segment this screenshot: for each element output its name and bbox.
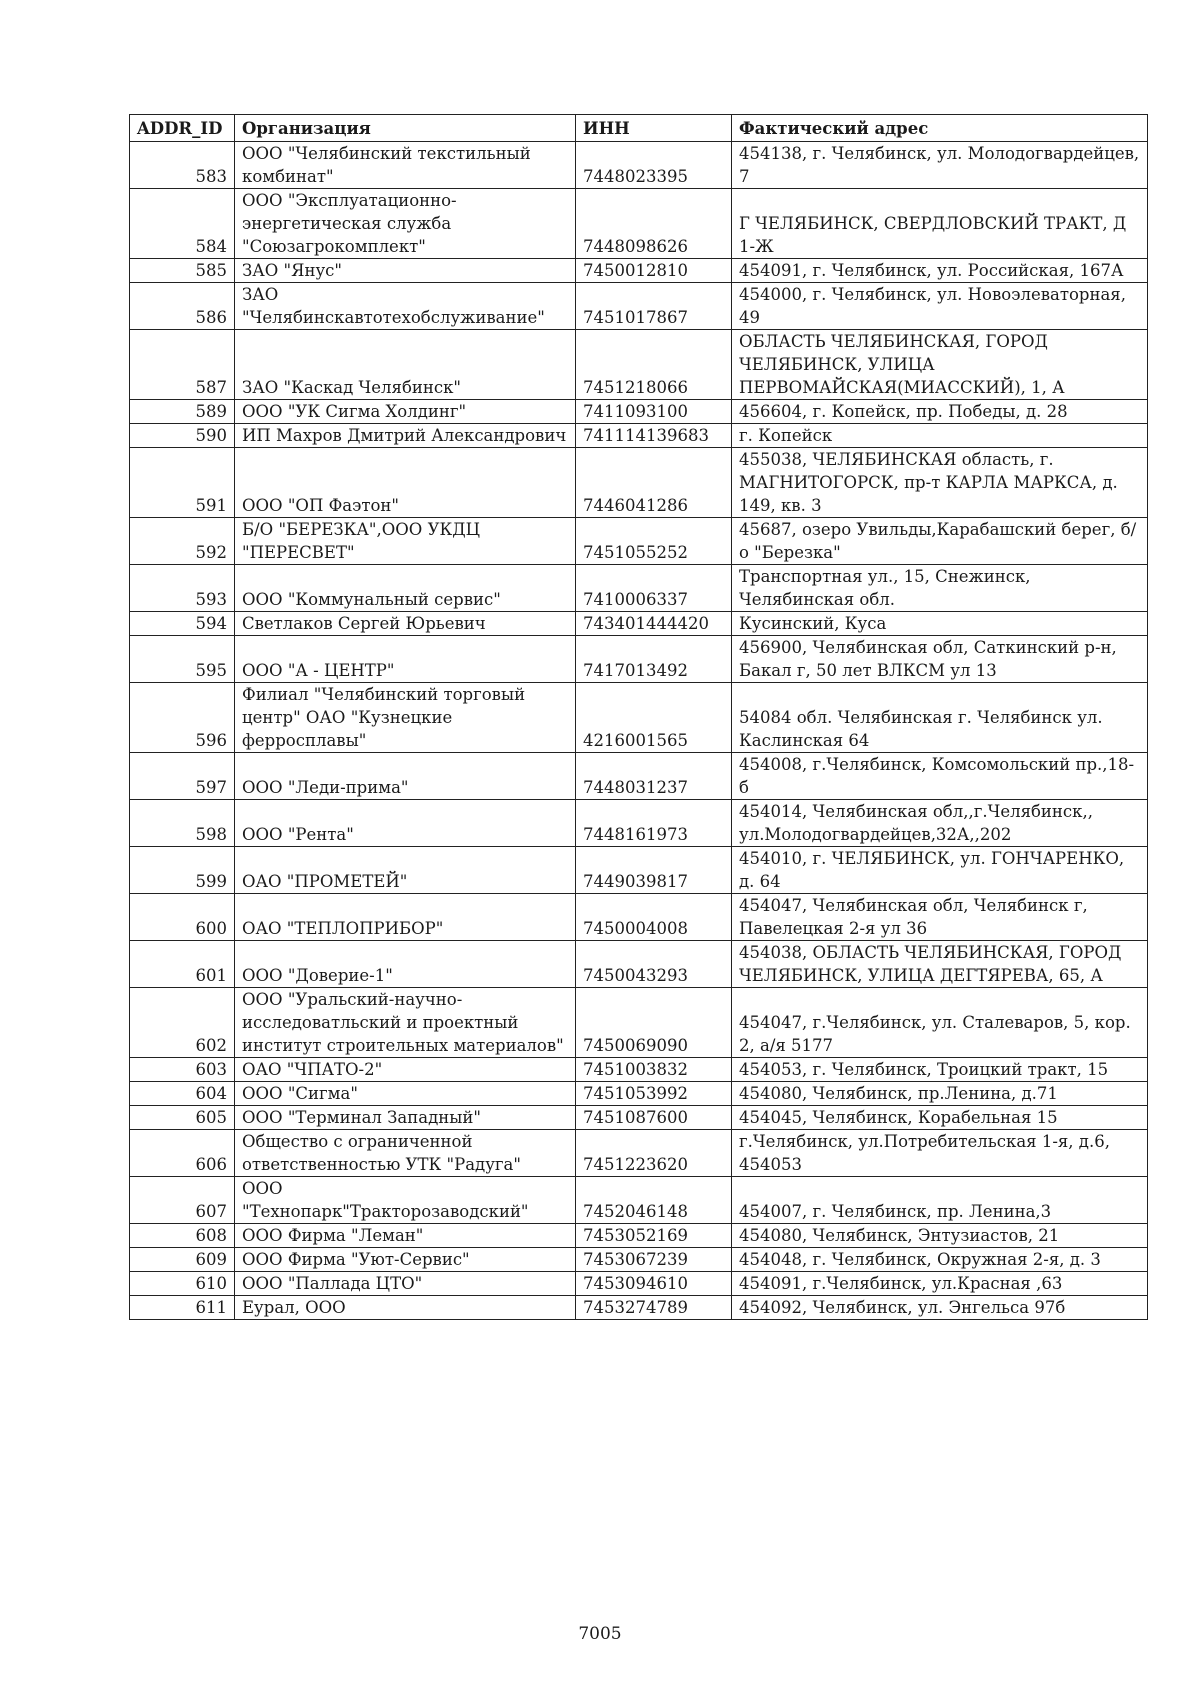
cell-inn: 7452046148: [576, 1177, 732, 1224]
header-addr-id: ADDR_ID: [130, 115, 235, 142]
cell-inn: 7453052169: [576, 1224, 732, 1248]
table-row: [130, 1296, 1148, 1320]
cell-organization: ООО "Технопарк"Тракторозаводский": [235, 1177, 576, 1224]
cell-addr-id: 583: [130, 142, 235, 189]
cell-organization: ЗАО "Челябинскавтотехобслуживание": [235, 283, 576, 330]
cell-inn: 7451087600: [576, 1106, 732, 1130]
cell-organization: ООО Фирма "Уют-Сервис": [235, 1248, 576, 1272]
cell-inn: 7448031237: [576, 753, 732, 800]
cell-inn: 7451053992: [576, 1082, 732, 1106]
cell-addr-id: 605: [130, 1106, 235, 1130]
cell-organization: ООО "Сигма": [235, 1082, 576, 1106]
table-row: [130, 753, 1148, 800]
cell-address: Кусинский, Куса: [732, 612, 1148, 636]
organizations-table: [129, 114, 1148, 1320]
cell-addr-id: 590: [130, 424, 235, 448]
table-row: [130, 612, 1148, 636]
cell-inn: 7449039817: [576, 847, 732, 894]
cell-address: 454045, Челябинск, Корабельная 15: [732, 1106, 1148, 1130]
cell-address: 454048, г. Челябинск, Окружная 2-я, д. 3: [732, 1248, 1148, 1272]
cell-address: 54084 обл. Челябинская г. Челябинск ул. Каслинская 64: [732, 683, 1148, 753]
table-row: [130, 448, 1148, 518]
cell-organization: ОАО "ТЕПЛОПРИБОР": [235, 894, 576, 941]
cell-addr-id: 599: [130, 847, 235, 894]
cell-organization: ООО "Паллада ЦТО": [235, 1272, 576, 1296]
table-row: [130, 847, 1148, 894]
cell-address: 454138, г. Челябинск, ул. Молодогвардейцев, 7: [732, 142, 1148, 189]
table-row: [130, 1082, 1148, 1106]
table-row: [130, 330, 1148, 400]
cell-organization: ООО "Терминал Западный": [235, 1106, 576, 1130]
cell-organization: ООО Фирма "Леман": [235, 1224, 576, 1248]
cell-addr-id: 586: [130, 283, 235, 330]
cell-inn: 7451218066: [576, 330, 732, 400]
cell-organization: ООО "Челябинский текстильный комбинат": [235, 142, 576, 189]
cell-address: 455038, ЧЕЛЯБИНСКАЯ область, г. МАГНИТОГОРСК, пр-т КАРЛА МАРКСА, д. 149, кв. 3: [732, 448, 1148, 518]
table-header: [130, 115, 1148, 142]
cell-address: 454000, г. Челябинск, ул. Новоэлеваторная, 49: [732, 283, 1148, 330]
cell-organization: ОАО "ПРОМЕТЕЙ": [235, 847, 576, 894]
table-row: [130, 636, 1148, 683]
cell-organization: ООО "Эксплуатационно-энергетическая служба "Союзагрокомплект": [235, 189, 576, 259]
header-inn: ИНН: [576, 115, 732, 142]
cell-inn: 7410006337: [576, 565, 732, 612]
cell-inn: 7451223620: [576, 1130, 732, 1177]
cell-addr-id: 608: [130, 1224, 235, 1248]
cell-address: 454014, Челябинская обл,,г.Челябинск,, ул.Молодогвардейцев,32А,,202: [732, 800, 1148, 847]
cell-inn: 4216001565: [576, 683, 732, 753]
cell-organization: ИП Махров Дмитрий Александрович: [235, 424, 576, 448]
cell-address: 454080, Челябинск, Энтузиастов, 21: [732, 1224, 1148, 1248]
cell-addr-id: 584: [130, 189, 235, 259]
cell-organization: ООО "УК Сигма Холдинг": [235, 400, 576, 424]
cell-inn: 7450043293: [576, 941, 732, 988]
cell-inn: 7450004008: [576, 894, 732, 941]
cell-organization: Б/О "БЕРЕЗКА",ООО УКДЦ "ПЕРЕСВЕТ": [235, 518, 576, 565]
cell-address: 45687, озеро Увильды,Карабашский берег, б/о "Березка": [732, 518, 1148, 565]
table-row: [130, 1177, 1148, 1224]
table-row: [130, 400, 1148, 424]
cell-addr-id: 594: [130, 612, 235, 636]
cell-addr-id: 611: [130, 1296, 235, 1320]
cell-address: 454091, г.Челябинск, ул.Красная ,63: [732, 1272, 1148, 1296]
cell-address: 454038, ОБЛАСТЬ ЧЕЛЯБИНСКАЯ, ГОРОД ЧЕЛЯБИНСК, УЛИЦА ДЕГТЯРЕВА, 65, А: [732, 941, 1148, 988]
cell-organization: ООО "Коммунальный сервис": [235, 565, 576, 612]
cell-addr-id: 601: [130, 941, 235, 988]
cell-address: 456900, Челябинская обл, Саткинский р-н, Бакал г, 50 лет ВЛКСМ ул 13: [732, 636, 1148, 683]
cell-addr-id: 607: [130, 1177, 235, 1224]
cell-inn: 7448023395: [576, 142, 732, 189]
cell-organization: ЗАО "Каскад Челябинск": [235, 330, 576, 400]
cell-inn: 7450012810: [576, 259, 732, 283]
header-address: Фактический адрес: [732, 115, 1148, 142]
cell-addr-id: 598: [130, 800, 235, 847]
table-row: [130, 1248, 1148, 1272]
cell-addr-id: 595: [130, 636, 235, 683]
cell-inn: 741114139683: [576, 424, 732, 448]
cell-address: Транспортная ул., 15, Снежинск, Челябинская обл.: [732, 565, 1148, 612]
table-row: [130, 683, 1148, 753]
table-row: [130, 800, 1148, 847]
cell-addr-id: 610: [130, 1272, 235, 1296]
cell-organization: ООО "Доверие-1": [235, 941, 576, 988]
cell-addr-id: 591: [130, 448, 235, 518]
cell-addr-id: 602: [130, 988, 235, 1058]
cell-inn: 7446041286: [576, 448, 732, 518]
cell-inn: 7448161973: [576, 800, 732, 847]
table-row: [130, 1272, 1148, 1296]
cell-addr-id: 606: [130, 1130, 235, 1177]
cell-address: 454047, Челябинская обл, Челябинск г, Павелецкая 2-я ул 36: [732, 894, 1148, 941]
cell-organization: ОАО "ЧПАТО-2": [235, 1058, 576, 1082]
cell-addr-id: 600: [130, 894, 235, 941]
cell-organization: Филиал "Челябинский торговый центр" ОАО "Кузнецкие ферросплавы": [235, 683, 576, 753]
table-row: [130, 259, 1148, 283]
cell-inn: 7451055252: [576, 518, 732, 565]
table-row: [130, 1058, 1148, 1082]
cell-inn: 7411093100: [576, 400, 732, 424]
cell-addr-id: 597: [130, 753, 235, 800]
cell-inn: 7417013492: [576, 636, 732, 683]
cell-organization: ООО "Рента": [235, 800, 576, 847]
cell-address: 454092, Челябинск, ул. Энгельса 97б: [732, 1296, 1148, 1320]
cell-address: Г ЧЕЛЯБИНСК, СВЕРДЛОВСКИЙ ТРАКТ, Д 1-Ж: [732, 189, 1148, 259]
cell-inn: 7453067239: [576, 1248, 732, 1272]
cell-addr-id: 603: [130, 1058, 235, 1082]
table-row: [130, 142, 1148, 189]
cell-inn: 7448098626: [576, 189, 732, 259]
table-row: [130, 189, 1148, 259]
cell-inn: 7453274789: [576, 1296, 732, 1320]
cell-organization: ООО "Уральский-научно-исследоватльский и проектный институт строительных материалов": [235, 988, 576, 1058]
cell-addr-id: 589: [130, 400, 235, 424]
cell-address: 454010, г. ЧЕЛЯБИНСК, ул. ГОНЧАРЕНКО, д. 64: [732, 847, 1148, 894]
table-row: [130, 894, 1148, 941]
cell-organization: Светлаков Сергей Юрьевич: [235, 612, 576, 636]
cell-inn: 7453094610: [576, 1272, 732, 1296]
cell-address: 454053, г. Челябинск, Троицкий тракт, 15: [732, 1058, 1148, 1082]
table-row: [130, 941, 1148, 988]
cell-addr-id: 585: [130, 259, 235, 283]
cell-organization: Еурал, ООО: [235, 1296, 576, 1320]
cell-inn: 7451003832: [576, 1058, 732, 1082]
table-row: [130, 283, 1148, 330]
header-organization: Организация: [235, 115, 576, 142]
cell-addr-id: 604: [130, 1082, 235, 1106]
cell-inn: 743401444420: [576, 612, 732, 636]
cell-address: 454080, Челябинск, пр.Ленина, д.71: [732, 1082, 1148, 1106]
cell-address: ОБЛАСТЬ ЧЕЛЯБИНСКАЯ, ГОРОД ЧЕЛЯБИНСК, УЛИЦА ПЕРВОМАЙСКАЯ(МИАССКИЙ), 1, А: [732, 330, 1148, 400]
cell-address: 454091, г. Челябинск, ул. Российская, 167А: [732, 259, 1148, 283]
page-number: 7005: [578, 1624, 622, 1644]
table-body: [130, 142, 1148, 1320]
cell-address: 454047, г.Челябинск, ул. Сталеваров, 5, кор. 2, а/я 5177: [732, 988, 1148, 1058]
cell-inn: 7451017867: [576, 283, 732, 330]
table-row: [130, 518, 1148, 565]
cell-addr-id: 587: [130, 330, 235, 400]
table-row: [130, 424, 1148, 448]
cell-organization: Общество с ограниченной ответственностью УТК "Радуга": [235, 1130, 576, 1177]
cell-address: 456604, г. Копейск, пр. Победы, д. 28: [732, 400, 1148, 424]
table-row: [130, 1224, 1148, 1248]
cell-organization: ООО "Леди-прима": [235, 753, 576, 800]
cell-addr-id: 609: [130, 1248, 235, 1272]
table-row: [130, 1130, 1148, 1177]
cell-addr-id: 592: [130, 518, 235, 565]
cell-address: 454007, г. Челябинск, пр. Ленина,3: [732, 1177, 1148, 1224]
cell-address: г. Копейск: [732, 424, 1148, 448]
cell-inn: 7450069090: [576, 988, 732, 1058]
cell-address: 454008, г.Челябинск, Комсомольский пр.,18-б: [732, 753, 1148, 800]
table-row: [130, 565, 1148, 612]
header-row: [130, 115, 1148, 142]
table-row: [130, 988, 1148, 1058]
cell-organization: ООО "ОП Фаэтон": [235, 448, 576, 518]
cell-organization: ЗАО "Янус": [235, 259, 576, 283]
cell-organization: ООО "А - ЦЕНТР": [235, 636, 576, 683]
cell-address: г.Челябинск, ул.Потребительская 1-я, д.6, 454053: [732, 1130, 1148, 1177]
table-row: [130, 1106, 1148, 1130]
cell-addr-id: 593: [130, 565, 235, 612]
cell-addr-id: 596: [130, 683, 235, 753]
